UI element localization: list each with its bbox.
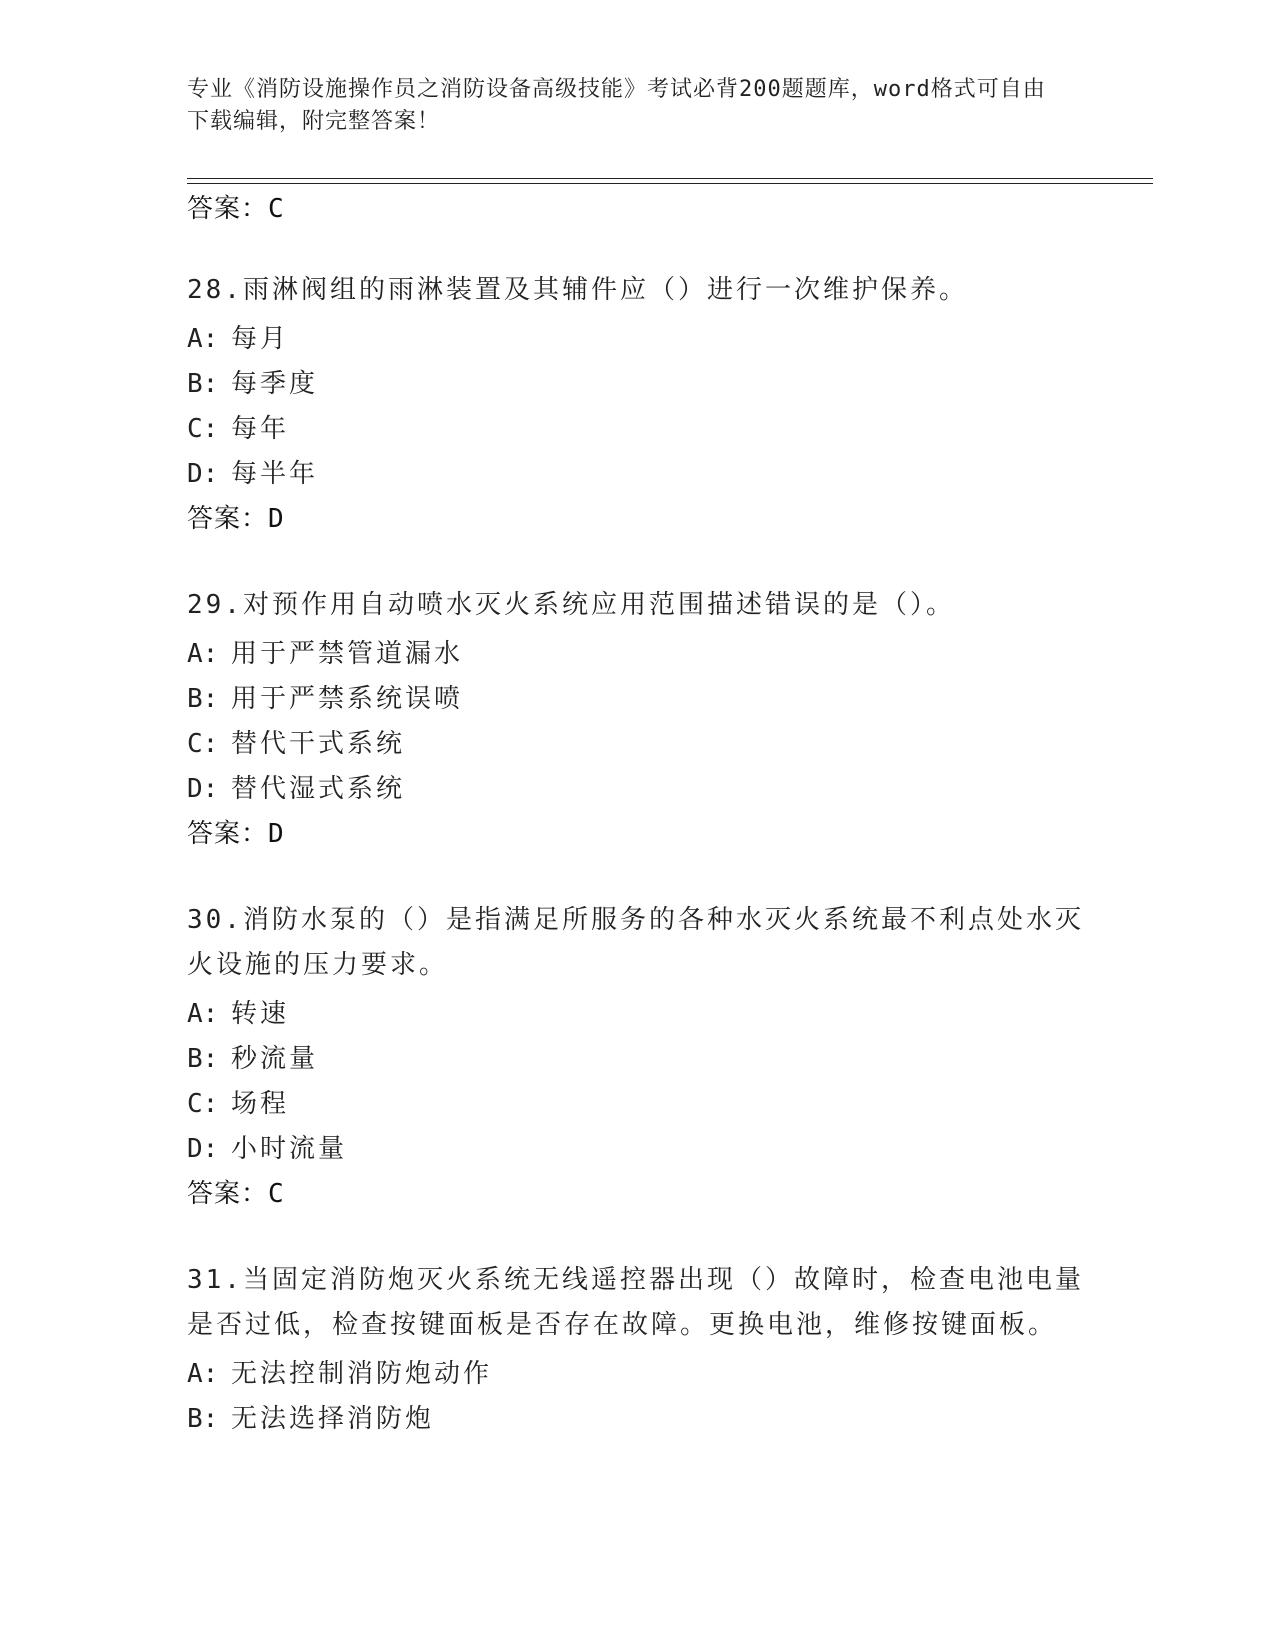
option-text: 每半年 [231,459,319,489]
option-text: 小时流量 [231,1134,348,1164]
option-letter: D: [187,459,219,489]
option-line [187,1353,492,1390]
option-text: 转速 [231,999,290,1029]
option-line [187,768,405,805]
option-line [187,633,463,670]
option-letter: C: [187,414,219,444]
option-line [187,408,289,445]
option-line [187,1128,347,1165]
document-header: 专业《消防设施操作员之消防设备高级技能》考试必背200题题库，word格式可自由下载编辑，附完整答案！ [187,77,1046,134]
header-rule-top [187,178,1153,179]
header-rule-bottom [187,183,1153,184]
option-letter: A: [187,1359,219,1389]
option-text: 无法控制消防炮动作 [231,1359,493,1389]
option-text: 每月 [231,324,290,354]
option-text: 场程 [231,1089,290,1119]
answer-line: 答案：D [187,504,285,534]
answer-line: 答案：C [187,194,285,224]
option-line [187,453,318,490]
option-letter: B: [187,684,219,714]
option-line [187,723,405,760]
option-text: 用于严禁管道漏水 [231,639,464,669]
option-letter: A: [187,639,219,669]
question-stem: 31.当固定消防炮灭火系统无线遥控器出现（）故障时，检查电池电量是否过低，检查按键面板是否存在故障。更换电池，维修按键面板。 [187,1265,1084,1340]
answer-line: 答案：C [187,1179,285,1209]
option-letter: B: [187,369,219,399]
option-text: 每季度 [231,369,319,399]
option-text: 用于严禁系统误喷 [231,684,464,714]
option-letter: C: [187,1089,219,1119]
option-letter: D: [187,1134,219,1164]
option-line [187,678,463,715]
option-text: 无法选择消防炮 [231,1404,435,1434]
question-stem: 29.对预作用自动喷水灭火系统应用范围描述错误的是（）。 [187,590,955,620]
option-letter: D: [187,774,219,804]
option-line [187,1398,434,1435]
question-stem: 28.雨淋阀组的雨淋装置及其辅件应（）进行一次维护保养。 [187,275,968,305]
option-text: 秒流量 [231,1044,319,1074]
option-text: 每年 [231,414,290,444]
option-line [187,993,289,1030]
option-letter: B: [187,1044,219,1074]
option-text: 替代干式系统 [231,729,406,759]
option-line [187,363,318,400]
answer-line: 答案：D [187,819,285,849]
option-text: 替代湿式系统 [231,774,406,804]
option-line [187,1083,289,1120]
question-stem: 30.消防水泵的（）是指满足所服务的各种水灭火系统最不利点处水灭火设施的压力要求。 [187,905,1084,980]
option-letter: C: [187,729,219,759]
option-letter: A: [187,999,219,1029]
option-letter: A: [187,324,219,354]
option-letter: B: [187,1404,219,1434]
option-line [187,318,289,355]
option-line [187,1038,318,1075]
